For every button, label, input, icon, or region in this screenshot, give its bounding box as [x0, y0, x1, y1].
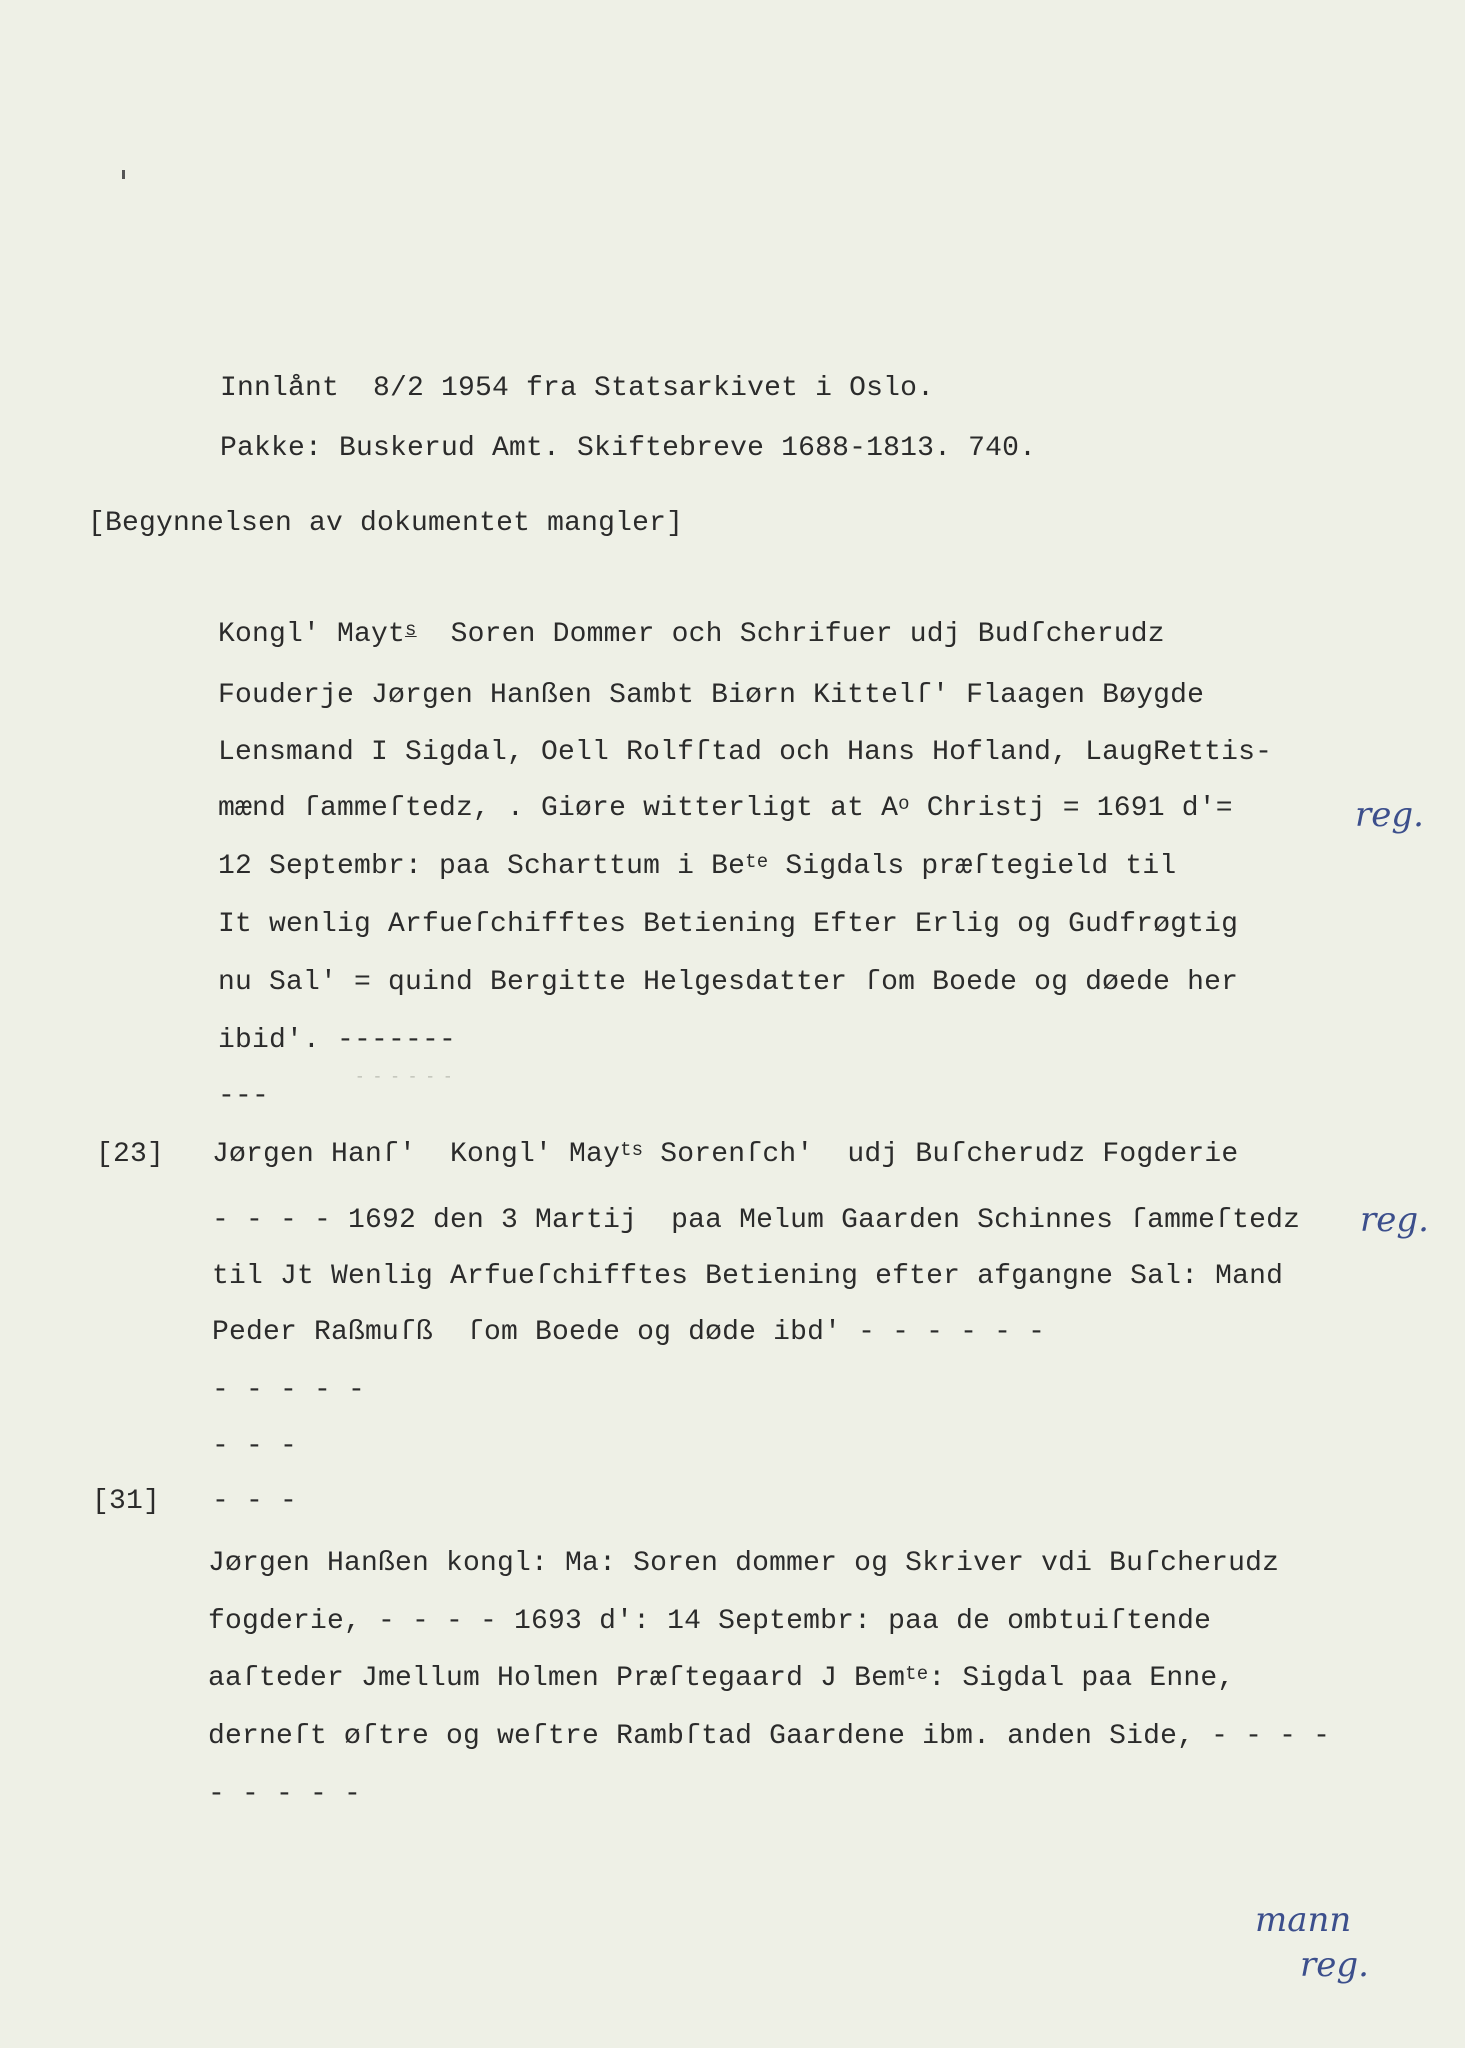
entry3-line0: - - - [212, 1486, 298, 1517]
entry1-line7: nu Sal' = quind Bergitte Helgesdatter ſom Boede og døede her [218, 967, 1239, 998]
entry3-line3: aaſteder Jmellum Holmen Præſtegaard J Bem$^{te}$: Sigdal paa Enne, [208, 1663, 1235, 1694]
entry2-number: [23] [96, 1139, 165, 1170]
entry3-line2: fogderie, - - - - 1693 d': 14 Septembr: paa de ombtuiſtende [208, 1606, 1212, 1637]
entry2-line6: - - - [212, 1431, 298, 1462]
entry3-line4: derneſt øſtre og weſtre Rambſtad Gaardene ibm. anden Side, - - - - [208, 1721, 1331, 1752]
entry2-line1: Jørgen Hanſ' Kongl' May$^{ts}$ Sorenſch' udj Buſcherudz Fogderie [212, 1139, 1239, 1170]
entry1-line4: mænd ſammeſtedz, . Giøre witterligt at $A^o$ Christj = 1691 d'= [218, 793, 1233, 824]
entry1-line5: 12 Septembr: paa Scharttum i $Be^{te}$ Sigdals præſtegield til [218, 851, 1177, 882]
missing-beginning-note: [Begynnelsen av dokumentet mangler] [88, 508, 684, 539]
handwritten-reg-note-1: reg. [1355, 795, 1424, 835]
entry1-line8: ibid'. ------- [218, 1025, 457, 1056]
entry1-line2: Fouderje Jørgen Hanßen Sambt Biørn Kittelſ' Flaagen Bøygde [218, 680, 1205, 711]
entry2-line5: - - - - - [212, 1375, 366, 1406]
entry2-line2: - - - - 1692 den 3 Martij paa Melum Gaarden Schinnes ſammeſtedz [212, 1205, 1301, 1236]
margin-mark [122, 170, 125, 179]
entry1-line6: It wenlig Arfueſchifftes Betiening Efter Erlig og Gudfrøgtig [218, 909, 1239, 940]
loan-line: Innlånt 8/2 1954 fra Statsarkivet i Oslo. [220, 373, 935, 404]
entry1-line9: --- [218, 1081, 270, 1112]
handwritten-reg-note-2: reg. [1360, 1200, 1429, 1240]
entry3-line5: - - - - - [208, 1779, 362, 1810]
entry2-line4: Peder Raßmuſß ſom Boede og døde ibd' - - - - - - [212, 1317, 1046, 1348]
entry3-number: [31] [92, 1486, 161, 1517]
entry1-line1: Kongl' Mayt$^s$ Soren Dommer och Schrifuer udj Budſcherudz [218, 619, 1165, 650]
package-line: Pakke: Buskerud Amt. Skiftebreve 1688-1813. 740. [220, 433, 1037, 464]
entry3-line1: Jørgen Hanßen kongl: Ma: Soren dommer og Skriver vdi Buſcherudz [208, 1548, 1280, 1579]
faint-dash-row: ------ [355, 1068, 461, 1086]
handwritten-bottom-note-1: mann [1255, 1900, 1352, 1940]
entry2-line3: til Jt Wenlig Arfueſchifftes Betiening efter afgangne Sal: Mand [212, 1261, 1284, 1292]
handwritten-bottom-note-2: reg. [1300, 1945, 1369, 1985]
entry1-line3: Lensmand I Sigdal, Oell Rolfſtad och Hans Hofland, LaugRettis- [218, 737, 1273, 768]
